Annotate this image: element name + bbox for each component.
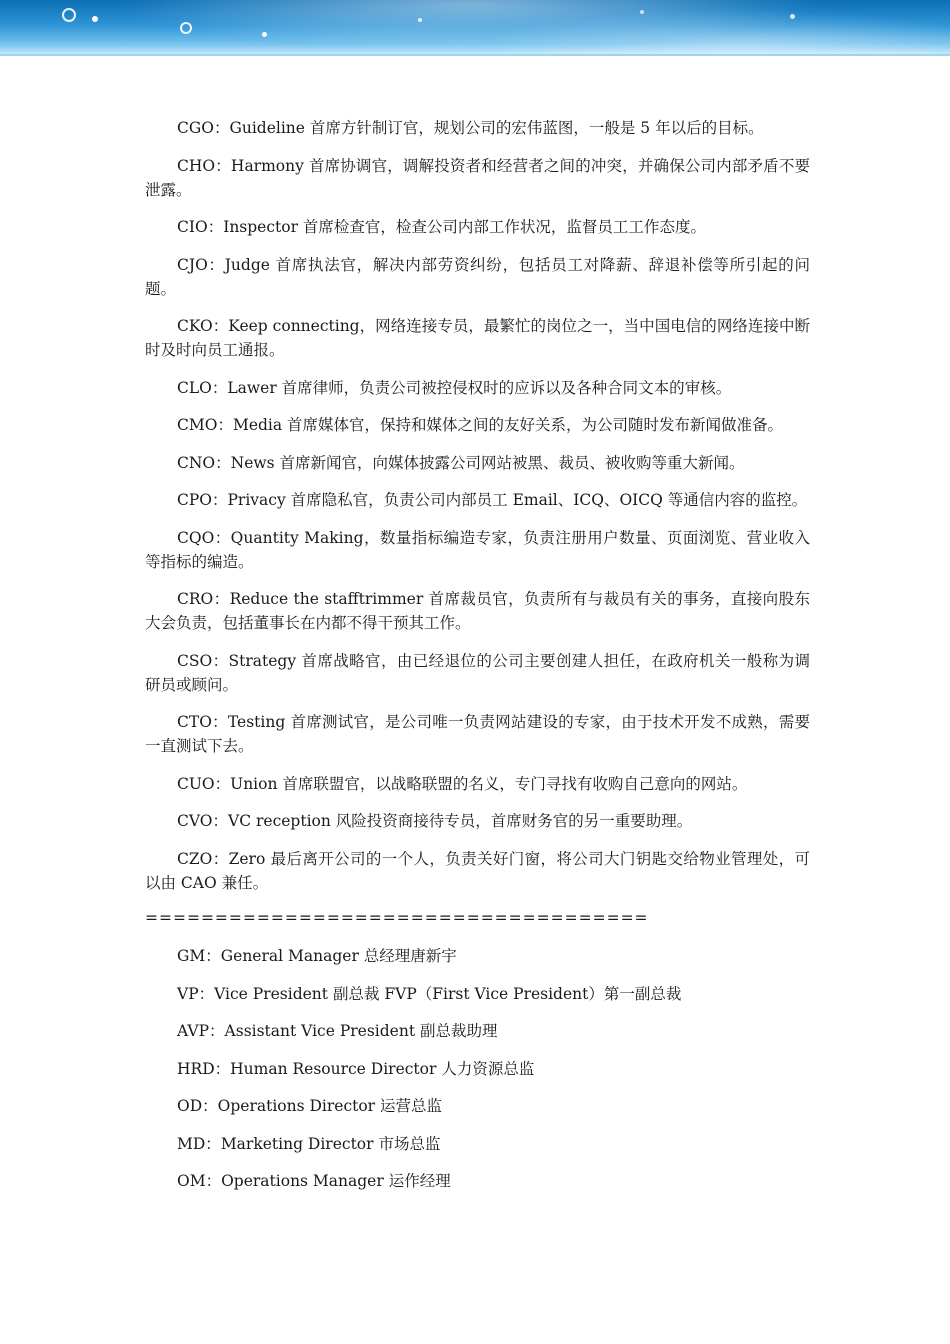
term-text: Union 首席联盟官，以战略联盟的名义，专门寻找有收购自己意向的网站。 (230, 774, 748, 793)
term-code: CIO： (177, 218, 224, 236)
term-text: Lawer 首席律师，负责公司被控侵权时的应诉以及各种合同文本的审核。 (227, 378, 732, 397)
title-item (145, 1169, 810, 1193)
term-text: VC reception 风险投资商接待专员，首席财务官的另一重要助理。 (228, 812, 693, 830)
term-list (145, 116, 810, 895)
title-item (145, 944, 810, 968)
title-item (145, 1094, 810, 1118)
term-code: CJO： (177, 255, 225, 274)
term-code: CGO： (177, 119, 230, 137)
term-code: CHO： (177, 156, 231, 175)
bubble-icon (62, 8, 76, 22)
term-code: CRO： (177, 590, 230, 608)
term-item (145, 710, 810, 758)
term-text: Media 首席媒体官，保持和媒体之间的友好关系，为公司随时发布新闻做准备。 (232, 416, 784, 434)
term-text: Reduce the stafftrimmer 首席裁员官，负责所有与裁员有关的事务，直接向股东大会负责，包括董事长在内都不得干预其工作。 (145, 590, 810, 632)
term-code: CUO： (177, 774, 231, 793)
title-text: Assistant Vice President 副总裁助理 (224, 1022, 498, 1040)
bubble-icon (790, 14, 795, 19)
title-list (145, 944, 810, 1193)
term-code: CVO： (177, 812, 228, 830)
title-text: Operations Manager 运作经理 (221, 1172, 451, 1190)
title-code: OD： (177, 1097, 218, 1115)
title-text: Vice President 副总裁 FVP（First Vice President）第一副总裁 (214, 984, 682, 1003)
term-code: CMO： (177, 416, 233, 434)
term-item (145, 314, 810, 362)
bubble-icon (180, 22, 192, 34)
title-code: GM： (177, 947, 221, 965)
term-text: Guideline 首席方针制订官，规划公司的宏伟蓝图，一般是 5 年以后的目标。 (229, 119, 764, 137)
term-item (145, 376, 810, 400)
title-text: Operations Director 运营总监 (217, 1097, 443, 1115)
term-text: Quantity Making，数量指标编造专家，负责注册用户数量、页面浏览、营业收入等指标的编造。 (145, 528, 810, 571)
term-item (145, 253, 810, 301)
title-code: HRD： (177, 1059, 231, 1078)
title-code: VP： (177, 984, 215, 1003)
term-code: CKO： (177, 317, 229, 335)
term-item (145, 587, 810, 635)
term-item (145, 772, 810, 796)
header-divider (0, 54, 950, 56)
term-text: Testing 首席测试官，是公司唯一负责网站建设的专家，由于技术开发不成熟，需要一直测试下去。 (145, 713, 810, 755)
term-item (145, 451, 810, 475)
term-item (145, 809, 810, 833)
term-text: Judge 首席执法官，解决内部劳资纠纷，包括员工对降薪、辞退补偿等所引起的问题。 (145, 255, 810, 298)
term-item (145, 649, 810, 697)
term-text: News 首席新闻官，向媒体披露公司网站被黑、裁员、被收购等重大新闻。 (230, 453, 745, 472)
term-text: Privacy 首席隐私官，负责公司内部员工 Email、ICQ、OICQ 等通信内容的监控。 (227, 491, 808, 509)
term-item (145, 413, 810, 437)
title-code: AVP： (177, 1022, 225, 1040)
document-body (145, 116, 810, 1207)
bubble-icon (92, 16, 98, 22)
term-text: Strategy 首席战略官，由已经退位的公司主要创建人担任，在政府机关一般称为调研员或顾问。 (145, 651, 810, 694)
bubble-icon (418, 18, 422, 22)
section-separator: ==================================== (145, 909, 649, 927)
title-text: Human Resource Director 人力资源总监 (230, 1059, 535, 1078)
bubble-icon (262, 32, 267, 37)
term-code: CNO： (177, 453, 231, 472)
title-code: MD： (177, 1134, 221, 1153)
term-item (145, 215, 810, 239)
title-item (145, 1057, 810, 1081)
term-item (145, 847, 810, 895)
term-text: Inspector 首席检查官，检查公司内部工作状况，监督员工工作态度。 (223, 218, 706, 236)
title-text: Marketing Director 市场总监 (220, 1134, 441, 1153)
term-text: Keep connecting，网络连接专员，最繁忙的岗位之一，当中国电信的网络连接中断时及时向员工通报。 (145, 317, 810, 359)
term-code: CTO： (177, 713, 228, 731)
title-item (145, 1019, 810, 1043)
term-item (145, 154, 810, 202)
title-item (145, 982, 810, 1006)
term-code: CZO： (177, 849, 229, 868)
header-banner (0, 0, 950, 56)
term-item (145, 488, 810, 512)
term-item (145, 116, 810, 140)
title-item (145, 1132, 810, 1156)
term-code: CLO： (177, 378, 228, 397)
term-item (145, 526, 810, 574)
title-text: General Manager 总经理唐新宇 (220, 947, 457, 965)
term-text: Harmony 首席协调官，调解投资者和经营者之间的冲突，并确保公司内部矛盾不要泄露。 (145, 156, 810, 199)
term-text: Zero 最后离开公司的一个人，负责关好门窗，将公司大门钥匙交给物业管理处，可以由 CAO 兼任。 (145, 849, 810, 892)
term-code: CQO： (177, 528, 231, 547)
title-code: OM： (177, 1172, 222, 1190)
term-code: CSO： (177, 651, 229, 670)
term-code: CPO： (177, 491, 228, 509)
bubble-icon (640, 10, 644, 14)
